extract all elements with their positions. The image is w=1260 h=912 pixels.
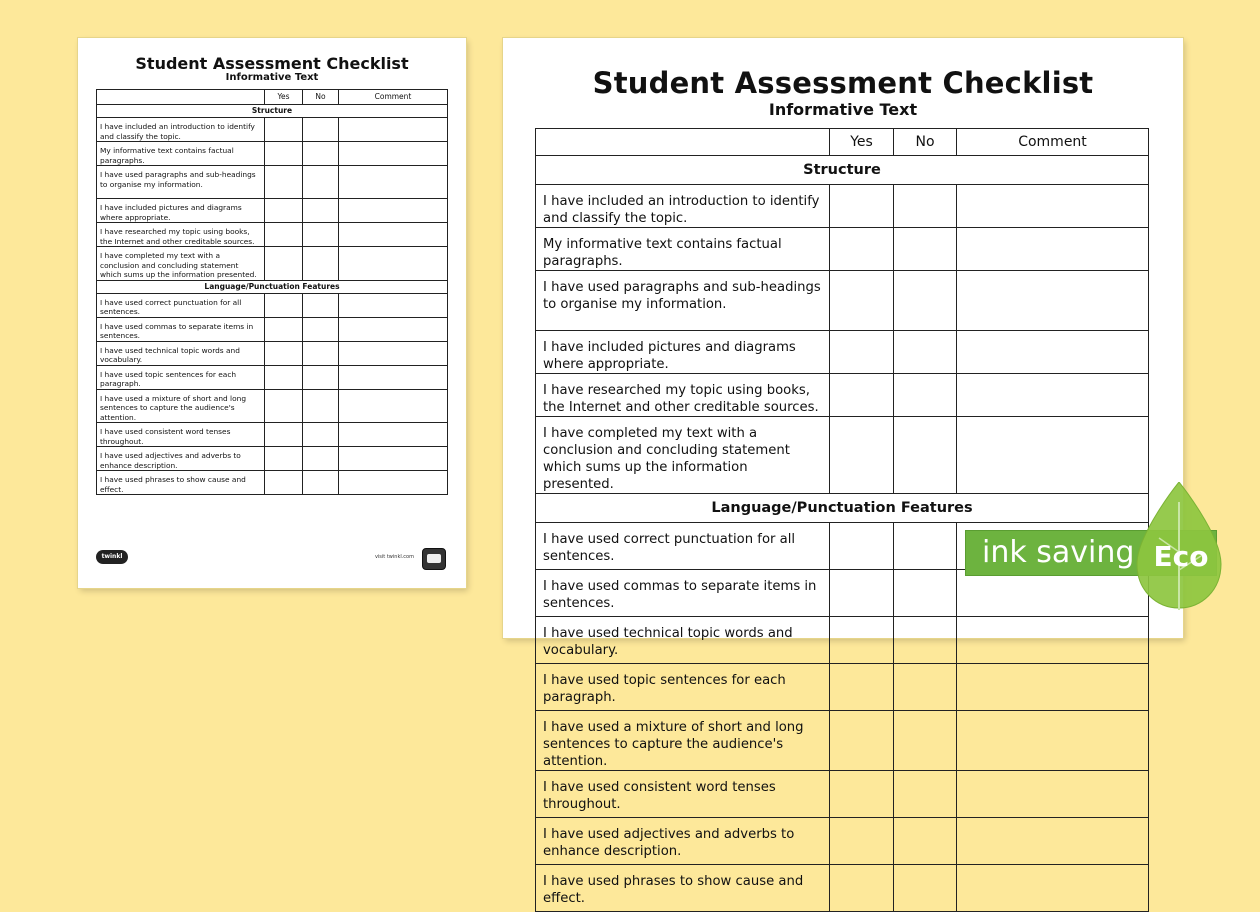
small-criterion-text: I have used a mixture of short and long sentences to capture the audience's attention. bbox=[97, 389, 265, 423]
criterion-text: I have used commas to separate items in sentences. bbox=[536, 570, 830, 617]
small-checklist-row bbox=[97, 341, 448, 365]
small-comment-cell[interactable] bbox=[339, 447, 448, 471]
header-row bbox=[536, 129, 1149, 156]
header-statement bbox=[536, 129, 830, 156]
small-criterion-text: I have used commas to separate items in sentences. bbox=[97, 317, 265, 341]
page-title: Student Assessment Checklist bbox=[592, 66, 1094, 100]
small-no-cell[interactable] bbox=[303, 423, 339, 447]
small-no-cell[interactable] bbox=[303, 118, 339, 142]
small-yes-cell[interactable] bbox=[265, 365, 303, 389]
criterion-text: I have used topic sentences for each paragraph. bbox=[536, 664, 830, 711]
yes-cell[interactable] bbox=[830, 711, 894, 771]
criterion-text: I have completed my text with a conclusion and concluding statement which sums up the information presented. bbox=[536, 417, 830, 494]
small-yes-cell[interactable] bbox=[265, 389, 303, 423]
small-comment-cell[interactable] bbox=[339, 365, 448, 389]
preview-sheet-small bbox=[78, 38, 466, 588]
small-comment-cell[interactable] bbox=[339, 142, 448, 166]
no-cell[interactable] bbox=[894, 570, 957, 617]
small-criterion-text: I have included an introduction to identify and classify the topic. bbox=[97, 118, 265, 142]
criterion-text: I have used paragraphs and sub-headings to organise my information. bbox=[536, 271, 830, 331]
header-yes: Yes bbox=[830, 129, 894, 156]
small-criterion-text: I have used phrases to show cause and effect. bbox=[97, 471, 265, 495]
small-checklist-row bbox=[97, 423, 448, 447]
criterion-text: I have used correct punctuation for all sentences. bbox=[536, 523, 830, 570]
yes-cell[interactable] bbox=[830, 374, 894, 417]
small-header-yes: Yes bbox=[265, 90, 303, 105]
small-checklist-row bbox=[97, 389, 448, 423]
comment-cell[interactable] bbox=[957, 711, 1149, 771]
small-no-cell[interactable] bbox=[303, 389, 339, 423]
small-yes-cell[interactable] bbox=[265, 293, 303, 317]
small-yes-cell[interactable] bbox=[265, 447, 303, 471]
small-criterion-text: I have used adjectives and adverbs to enhance description. bbox=[97, 447, 265, 471]
small-no-cell[interactable] bbox=[303, 142, 339, 166]
no-cell[interactable] bbox=[894, 523, 957, 570]
small-checklist-row bbox=[97, 447, 448, 471]
criterion-text: I have used consistent word tenses throughout. bbox=[536, 771, 830, 818]
no-cell[interactable] bbox=[894, 711, 957, 771]
small-criterion-text: I have used topic sentences for each paragraph. bbox=[97, 365, 265, 389]
section-row bbox=[536, 156, 1149, 185]
no-cell[interactable] bbox=[894, 771, 957, 818]
comment-cell[interactable] bbox=[957, 228, 1149, 271]
yes-cell[interactable] bbox=[830, 331, 894, 374]
comment-cell[interactable] bbox=[957, 771, 1149, 818]
yes-cell[interactable] bbox=[830, 417, 894, 494]
small-section-row bbox=[97, 280, 448, 293]
small-criterion-text: My informative text contains factual paragraphs. bbox=[97, 142, 265, 166]
footer-url: visit twinkl.com bbox=[374, 554, 414, 560]
comment-cell[interactable] bbox=[957, 331, 1149, 374]
small-checklist-row bbox=[97, 142, 448, 166]
checklist-row bbox=[536, 331, 1149, 374]
yes-cell[interactable] bbox=[830, 523, 894, 570]
section-heading: Language/Punctuation Features bbox=[536, 494, 1149, 523]
small-header-row bbox=[97, 90, 448, 105]
small-no-cell[interactable] bbox=[303, 199, 339, 223]
checklist-row bbox=[536, 228, 1149, 271]
criterion-text: I have used adjectives and adverbs to enhance description. bbox=[536, 818, 830, 865]
eco-label: Eco bbox=[1153, 540, 1209, 573]
small-header-no: No bbox=[303, 90, 339, 105]
small-comment-cell[interactable] bbox=[339, 247, 448, 281]
small-checklist-row bbox=[97, 471, 448, 495]
no-cell[interactable] bbox=[894, 617, 957, 664]
no-cell[interactable] bbox=[894, 374, 957, 417]
small-comment-cell[interactable] bbox=[339, 166, 448, 199]
small-no-cell[interactable] bbox=[303, 447, 339, 471]
small-yes-cell[interactable] bbox=[265, 341, 303, 365]
small-no-cell[interactable] bbox=[303, 247, 339, 281]
no-cell[interactable] bbox=[894, 271, 957, 331]
checklist-row bbox=[536, 374, 1149, 417]
small-checklist-table bbox=[96, 89, 448, 495]
small-yes-cell[interactable] bbox=[265, 118, 303, 142]
yes-cell[interactable] bbox=[830, 865, 894, 912]
no-cell[interactable] bbox=[894, 818, 957, 865]
yes-cell[interactable] bbox=[830, 185, 894, 228]
small-section-heading: Language/Punctuation Features bbox=[97, 280, 448, 293]
yes-cell[interactable] bbox=[830, 818, 894, 865]
criterion-text: I have included pictures and diagrams where appropriate. bbox=[536, 331, 830, 374]
small-criterion-text: I have researched my topic using books, the Internet and other creditable sources. bbox=[97, 223, 265, 247]
small-checklist-row bbox=[97, 223, 448, 247]
small-section-row bbox=[97, 105, 448, 118]
checklist-row bbox=[536, 185, 1149, 228]
yes-cell[interactable] bbox=[830, 664, 894, 711]
comment-cell[interactable] bbox=[957, 185, 1149, 228]
yes-cell[interactable] bbox=[830, 228, 894, 271]
small-criterion-text: I have included pictures and diagrams where appropriate. bbox=[97, 199, 265, 223]
small-comment-cell[interactable] bbox=[339, 341, 448, 365]
criterion-text: I have used technical topic words and vocabulary. bbox=[536, 617, 830, 664]
small-yes-cell[interactable] bbox=[265, 199, 303, 223]
header-comment: Comment bbox=[957, 129, 1149, 156]
small-checklist-row bbox=[97, 247, 448, 281]
header-no: No bbox=[894, 129, 957, 156]
comment-cell[interactable] bbox=[957, 271, 1149, 331]
ink-saving-eco-badge bbox=[966, 480, 1260, 630]
comment-cell[interactable] bbox=[957, 818, 1149, 865]
twinkl-logo: twinkl bbox=[96, 550, 128, 564]
small-yes-cell[interactable] bbox=[265, 247, 303, 281]
small-criterion-text: I have used consistent word tenses throughout. bbox=[97, 423, 265, 447]
comment-cell[interactable] bbox=[957, 374, 1149, 417]
small-no-cell[interactable] bbox=[303, 471, 339, 495]
small-yes-cell[interactable] bbox=[265, 166, 303, 199]
small-subtitle: Informative Text bbox=[225, 72, 319, 83]
small-checklist-row bbox=[97, 365, 448, 389]
small-comment-cell[interactable] bbox=[339, 317, 448, 341]
yes-cell[interactable] bbox=[830, 271, 894, 331]
checklist-row bbox=[536, 664, 1149, 711]
no-cell[interactable] bbox=[894, 865, 957, 912]
small-section-heading: Structure bbox=[97, 105, 448, 118]
criterion-text: My informative text contains factual paragraphs. bbox=[536, 228, 830, 271]
small-no-cell[interactable] bbox=[303, 317, 339, 341]
yes-cell[interactable] bbox=[830, 771, 894, 818]
small-no-cell[interactable] bbox=[303, 223, 339, 247]
no-cell[interactable] bbox=[894, 228, 957, 271]
small-checklist-row bbox=[97, 118, 448, 142]
footer-badge-icon bbox=[422, 548, 446, 570]
small-no-cell[interactable] bbox=[303, 166, 339, 199]
small-checklist-row bbox=[97, 317, 448, 341]
checklist-row bbox=[536, 271, 1149, 331]
small-no-cell[interactable] bbox=[303, 293, 339, 317]
comment-cell[interactable] bbox=[957, 865, 1149, 912]
checklist-row bbox=[536, 711, 1149, 771]
small-comment-cell[interactable] bbox=[339, 423, 448, 447]
small-criterion-text: I have used correct punctuation for all sentences. bbox=[97, 293, 265, 317]
checklist-row bbox=[536, 771, 1149, 818]
small-checklist-row bbox=[97, 166, 448, 199]
checklist-row bbox=[536, 865, 1149, 912]
yes-cell[interactable] bbox=[830, 617, 894, 664]
small-yes-cell[interactable] bbox=[265, 423, 303, 447]
small-criterion-text: I have used technical topic words and vocabulary. bbox=[97, 341, 265, 365]
small-footer bbox=[96, 546, 448, 570]
comment-cell[interactable] bbox=[957, 664, 1149, 711]
small-criterion-text: I have completed my text with a conclusion and concluding statement which sums up the information presented. bbox=[97, 247, 265, 281]
small-no-cell[interactable] bbox=[303, 365, 339, 389]
page-subtitle: Informative Text bbox=[768, 100, 918, 119]
checklist-row bbox=[536, 818, 1149, 865]
small-checklist-row bbox=[97, 293, 448, 317]
yes-cell[interactable] bbox=[830, 570, 894, 617]
small-comment-cell[interactable] bbox=[339, 199, 448, 223]
no-cell[interactable] bbox=[894, 331, 957, 374]
ink-saving-label: ink saving bbox=[966, 531, 1216, 575]
no-cell[interactable] bbox=[894, 664, 957, 711]
small-no-cell[interactable] bbox=[303, 341, 339, 365]
small-header-comment: Comment bbox=[339, 90, 448, 105]
no-cell[interactable] bbox=[894, 417, 957, 494]
small-checklist-row bbox=[97, 199, 448, 223]
small-comment-cell[interactable] bbox=[339, 223, 448, 247]
small-comment-cell[interactable] bbox=[339, 293, 448, 317]
small-comment-cell[interactable] bbox=[339, 118, 448, 142]
criterion-text: I have researched my topic using books, the Internet and other creditable sources. bbox=[536, 374, 830, 417]
criterion-text: I have used a mixture of short and long sentences to capture the audience's attention. bbox=[536, 711, 830, 771]
small-yes-cell[interactable] bbox=[265, 471, 303, 495]
section-heading: Structure bbox=[536, 156, 1149, 185]
small-yes-cell[interactable] bbox=[265, 223, 303, 247]
criterion-text: I have used phrases to show cause and effect. bbox=[536, 865, 830, 912]
small-yes-cell[interactable] bbox=[265, 142, 303, 166]
small-criterion-text: I have used paragraphs and sub-headings to organise my information. bbox=[97, 166, 265, 199]
no-cell[interactable] bbox=[894, 185, 957, 228]
small-comment-cell[interactable] bbox=[339, 389, 448, 423]
small-comment-cell[interactable] bbox=[339, 471, 448, 495]
small-header-statement bbox=[97, 90, 265, 105]
small-title: Student Assessment Checklist bbox=[135, 54, 409, 73]
criterion-text: I have included an introduction to identify and classify the topic. bbox=[536, 185, 830, 228]
small-yes-cell[interactable] bbox=[265, 317, 303, 341]
